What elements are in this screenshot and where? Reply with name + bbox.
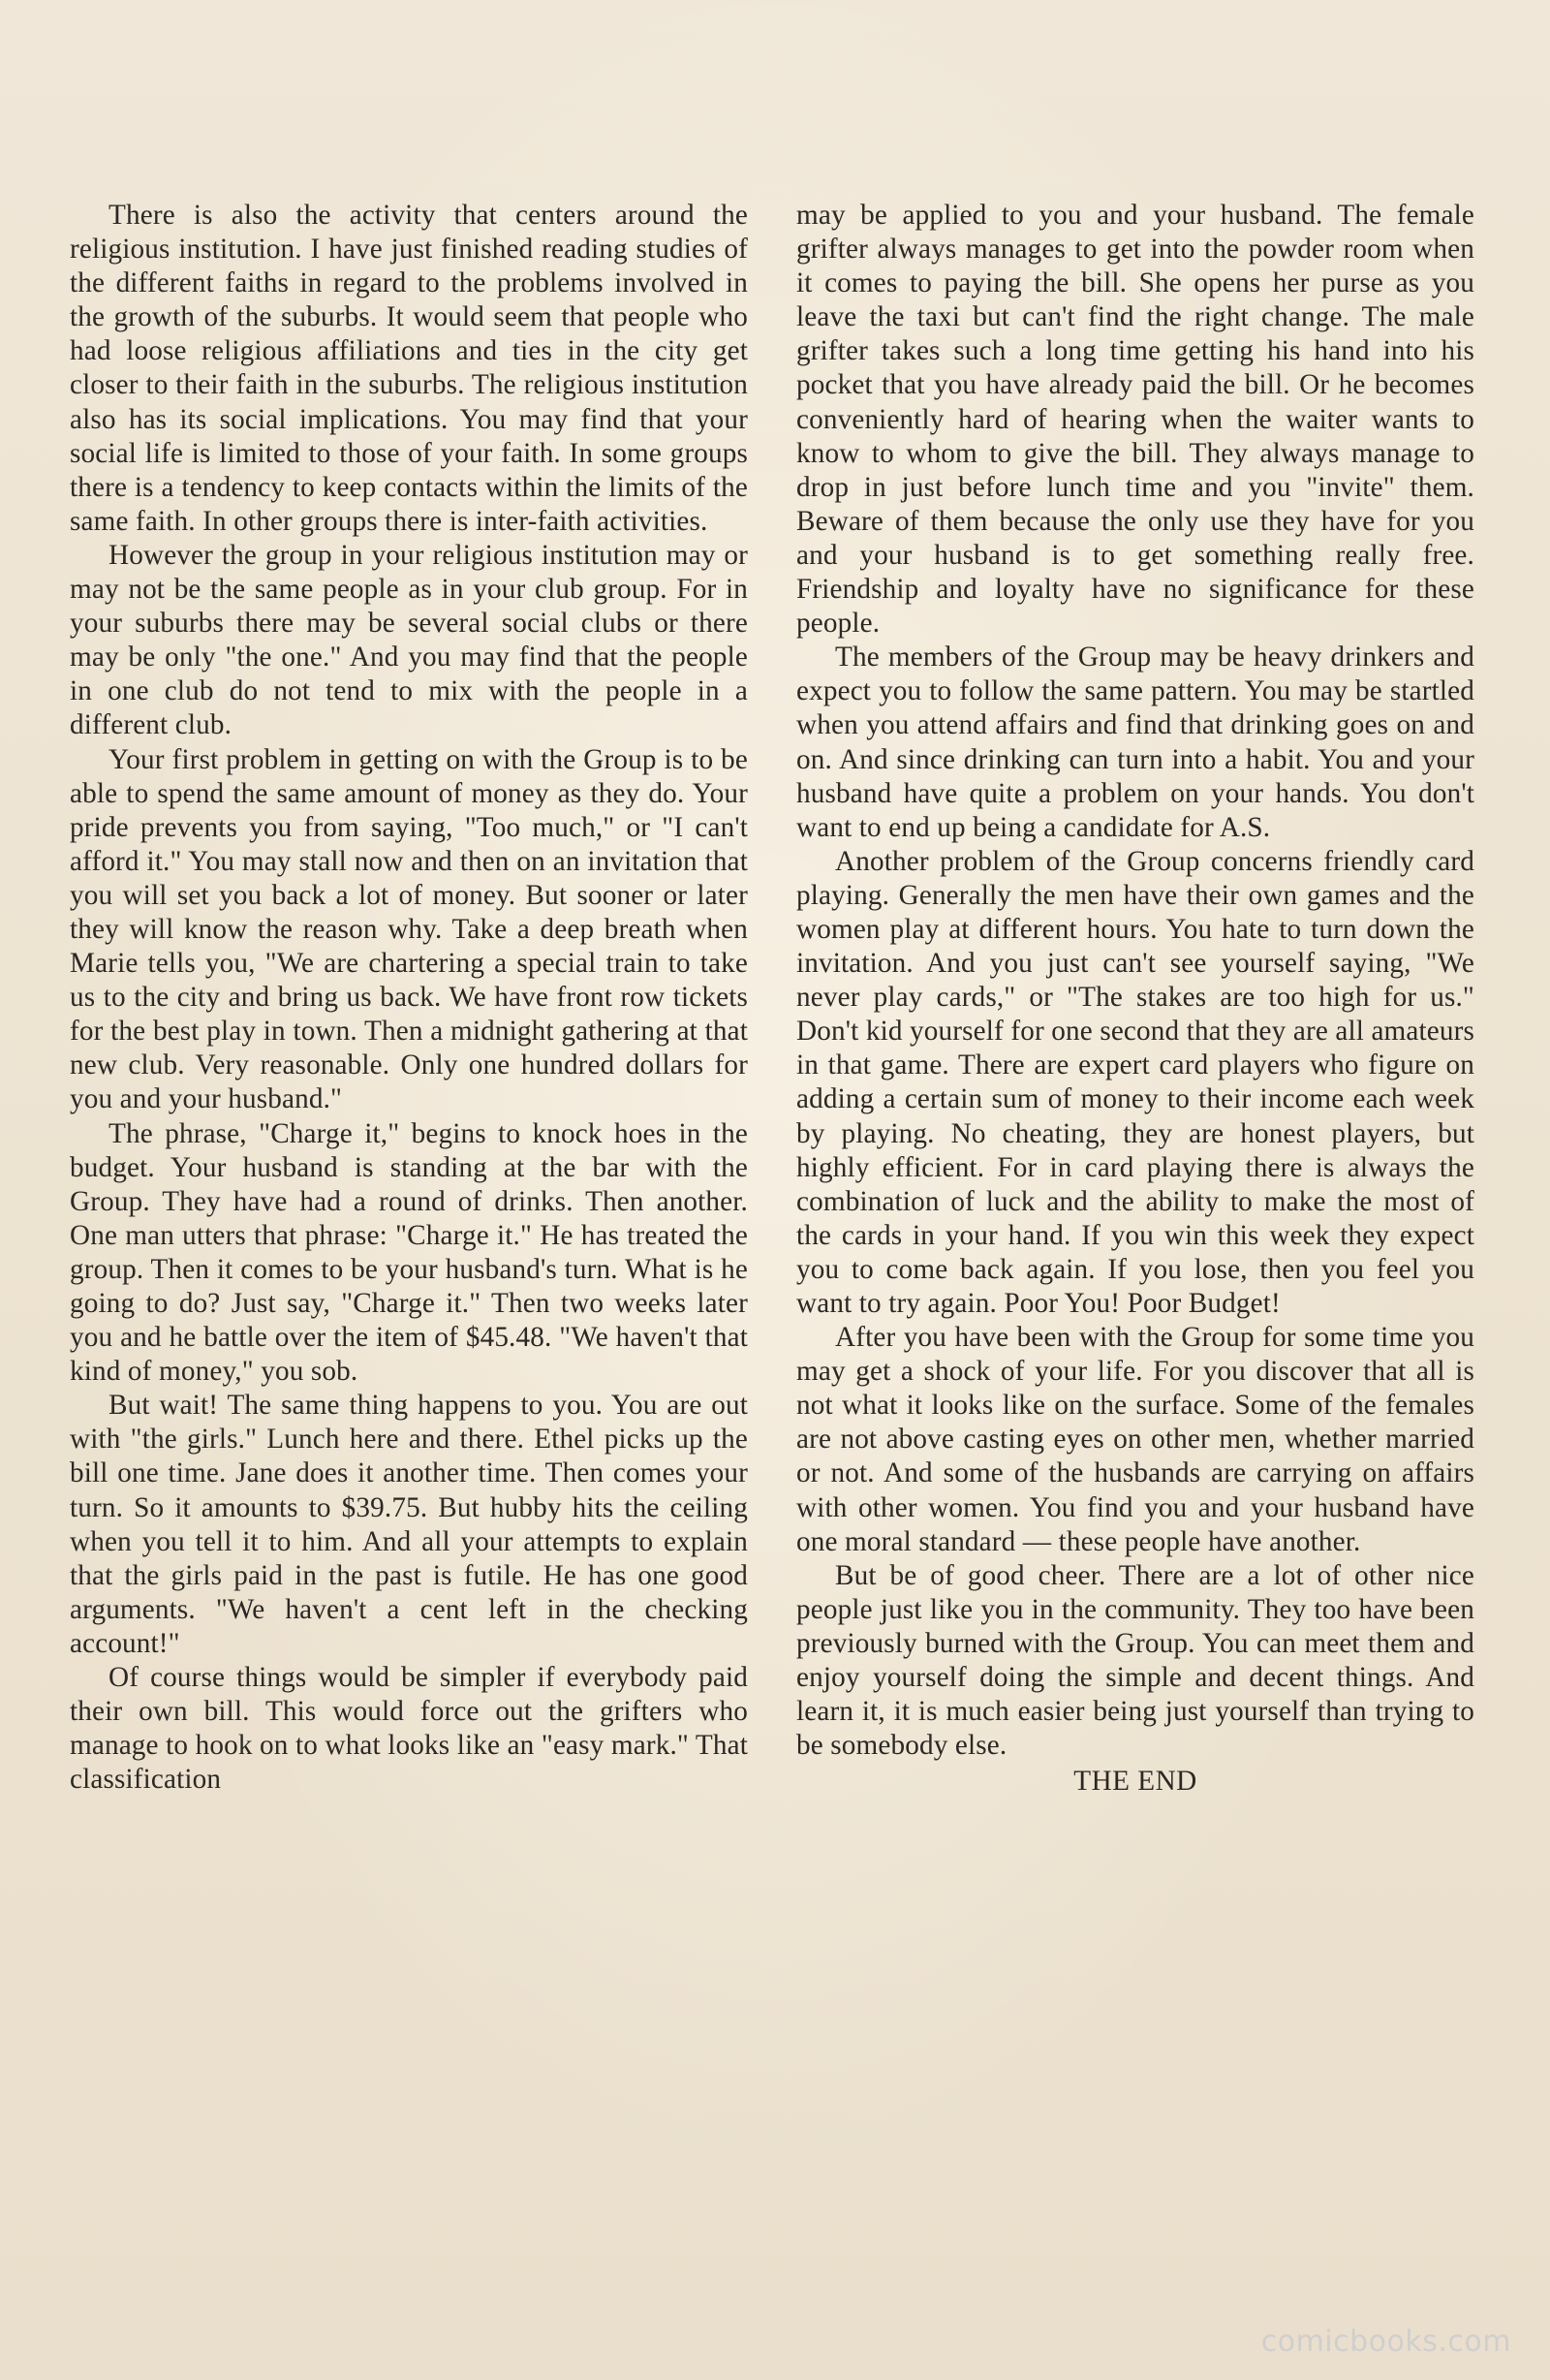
paragraph: The members of the Group may be heavy drinkers and expect you to follow the same pattern. You may be startled when you attend affairs and find that drinking goes on and on. And since drinking can turn into a habit. You and your husband have quite a problem on your hands. You don't want to end up being a candidate for A.S. (796, 642, 1474, 843)
paragraph: Your first problem in getting on with the Group is to be able to spend the same amount of money as they do. Your pride prevents you from saying, "Too much," or "I can't afford it." You may stall now and then on an invitation that you will set you back a lot of money. But sooner or later they will know the reason why. Take a deep breath when Marie tells you, "We are chartering a special train to take us to the city and bring us back. We have front row tickets for the best play in town. Then a midnight gathering at that new club. Very reasonable. Only one hundred dollars for you and your husband." (70, 743, 748, 1115)
paragraph: Of course things would be simpler if everybody paid their own bill. This would force out the grifters who manage to hook on to what looks like an "easy mark." That classification (70, 1662, 748, 1796)
paragraph: There is also the activity that centers around the religious institution. I have just finished reading studies of the different faiths in regard to the problems involved in the growth of the suburbs. It would seem that people who had loose religious affiliations and ties in the city get closer to their faith in the suburbs. The religious institution also has its social implications. You may find that your social life is limited to those of your faith. In some groups there is a tendency to keep contacts within the limits of the same faith. In other groups there is inter-faith activities. (70, 200, 748, 537)
right-text-column (796, 199, 1474, 1799)
left-text-column (70, 199, 748, 1797)
paragraph: However the group in your religious institution may or may not be the same people as in your club group. For in your suburbs there may be several social clubs or there may be only "the one." And you may find that the people in one club do not tend to mix with the people in a different club. (70, 539, 748, 741)
paragraph: The phrase, "Charge it," begins to knock hoes in the budget. Your husband is standing at the bar with the Group. They have had a round of drinks. Then another. One man utters that phrase: "Charge it." He has treated the group. Then it comes to be your husband's turn. What is he going to do? Just say, "Charge it." Then two weeks later you and he battle over the item of $45.48. "We haven't that kind of money," you sob. (70, 1117, 748, 1388)
paragraph: But be of good cheer. There are a lot of other nice people just like you in the community. They too have been previously burned with the Group. You can meet them and enjoy yourself doing the simple and decent things. And learn it, it is much easier being just yourself than trying to be somebody else. (796, 1559, 1474, 1762)
watermark: comicbooks.com (1260, 2325, 1511, 2359)
paragraph: After you have been with the Group for some time you may get a shock of your life. For you discover that all is not what it looks like on the surface. Some of the females are not above casting eyes on other men, whether married or not. And some of the husbands are carrying on affairs with other women. You find you and your husband have one moral standard — these people have another. (796, 1322, 1474, 1557)
the-end-label: THE END (1073, 1766, 1197, 1798)
paragraph: Another problem of the Group concerns friendly card playing. Generally the men have their own games and the women play at different hours. You hate to turn down the invitation. And you just can't see yourself saying, "We never play cards," or "The stakes are too high for us." Don't kid yourself for one second that they are all amateurs in that game. There are expert card players who figure on adding a certain sum of money to their income each week by playing. No cheating, they are honest players, but highly efficient. For in card playing there is always the combination of luck and the ability to make the most of the cards in your hand. If you win this week they expect you to come back again. If you lose, then you feel you want to try again. Poor You! Poor Budget! (796, 845, 1474, 1319)
paragraph: may be applied to you and your husband. The female grifter always manages to get into the powder room when it comes to paying the bill. She opens her purse as you leave the taxi but can't find the right change. The male grifter takes such a long time getting his hand into his pocket that you have already paid the bill. Or he becomes conveniently hard of hearing when the waiter wants to know to whom to give the bill. They always manage to drop in just before lunch time and you "invite" them. Beware of them because the only use they have for you and your husband is to get something really free. Friendship and loyalty have no significance for these people. (796, 200, 1474, 640)
paragraph: But wait! The same thing happens to you. You are out with "the girls." Lunch here and there. Ethel picks up the bill one time. Jane does it another time. Then comes your turn. So it amounts to $39.75. But hubby hits the ceiling when you tell it to him. And all your attempts to explain that the girls paid in the past is futile. He has one good arguments. "We haven't a cent left in the checking account!" (70, 1390, 748, 1659)
